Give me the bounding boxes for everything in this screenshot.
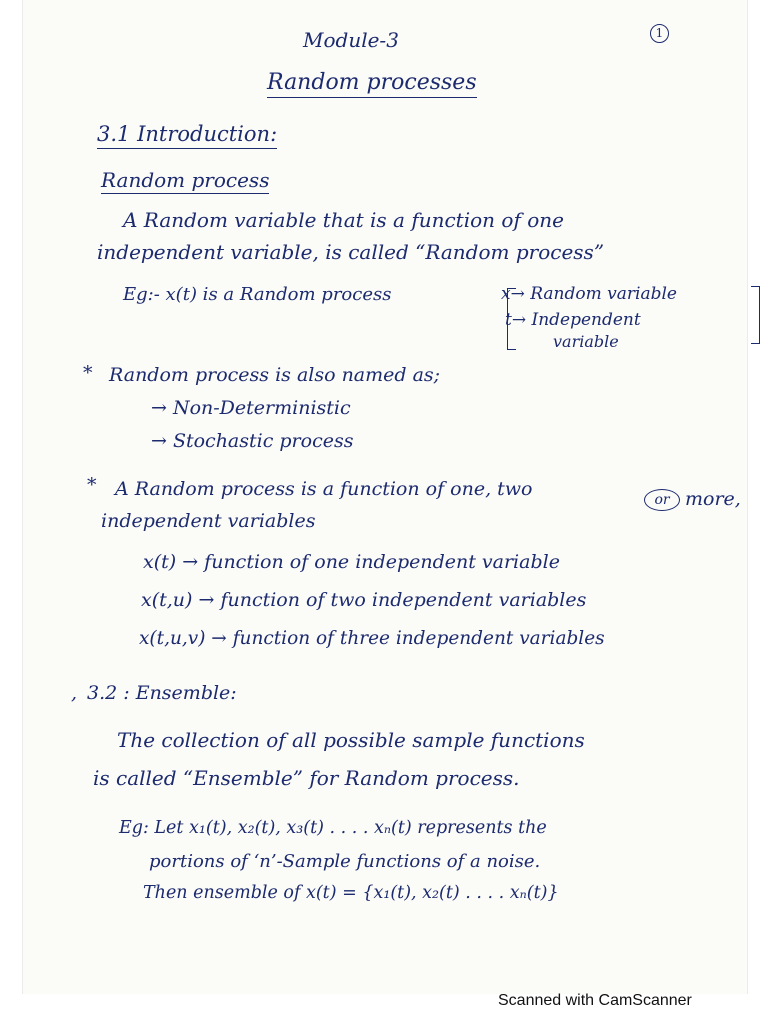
- function-example-2: x(t,u) → function of two independent variables: [141, 589, 587, 611]
- random-process-subheading: Random process: [101, 168, 270, 192]
- named-as-item-1: → Non-Deterministic: [151, 397, 351, 419]
- ensemble-body-line-1: The collection of all possible sample functions: [117, 728, 585, 752]
- named-as-lead: Random process is also named as;: [109, 364, 441, 386]
- camscanner-watermark: Scanned with CamScanner: [498, 992, 692, 1009]
- function-example-1: x(t) → function of one independent variable: [143, 551, 560, 573]
- named-as-item-2: → Stochastic process: [151, 430, 354, 452]
- example-note-variable: variable: [553, 332, 619, 351]
- page-title: Random processes: [267, 72, 477, 98]
- example-lead: Eg:- x(t) is a Random process: [123, 284, 392, 305]
- definition-line-2: independent variable, is called “Random process”: [97, 240, 605, 264]
- function-of-line-1a: A Random process is a function of one, two: [115, 478, 533, 500]
- or-circled: [644, 489, 680, 511]
- function-of-line-1b: more,: [685, 488, 741, 510]
- page-number-badge: [650, 24, 669, 43]
- ensemble-body-line-2: is called “Ensemble” for Random process.: [93, 766, 520, 790]
- notebook-page: [22, 0, 748, 994]
- right-bracket: [751, 286, 760, 344]
- example-note-t: t→ Independent: [505, 310, 641, 330]
- section-3-1-heading: 3.1 Introduction:: [97, 124, 277, 149]
- section-3-2-heading: 3.2 : Ensemble:: [87, 682, 237, 704]
- definition-line-1: A Random variable that is a function of one: [123, 208, 564, 232]
- ensemble-example-line-2: portions of ‘n’-Sample functions of a noise.: [149, 851, 541, 872]
- example-note-x: x→ Random variable: [501, 284, 677, 304]
- section-3-2-mark: ,: [71, 682, 78, 704]
- function-of-line-2: independent variables: [101, 510, 316, 532]
- ensemble-example-line-3: Then ensemble of x(t) = {x₁(t), x₂(t) . . . . xₙ(t)}: [143, 883, 559, 903]
- or-circled-text: or: [654, 492, 670, 508]
- function-example-3: x(t,u,v) → function of three independent variables: [139, 628, 605, 649]
- module-label: Module-3: [303, 28, 399, 52]
- bullet-star: *: [83, 362, 93, 384]
- bullet-star-2: *: [87, 474, 97, 496]
- page-number: 1: [655, 26, 664, 40]
- ensemble-example-line-1: Eg: Let x₁(t), x₂(t), x₃(t) . . . . xₙ(t) represents the: [119, 818, 547, 838]
